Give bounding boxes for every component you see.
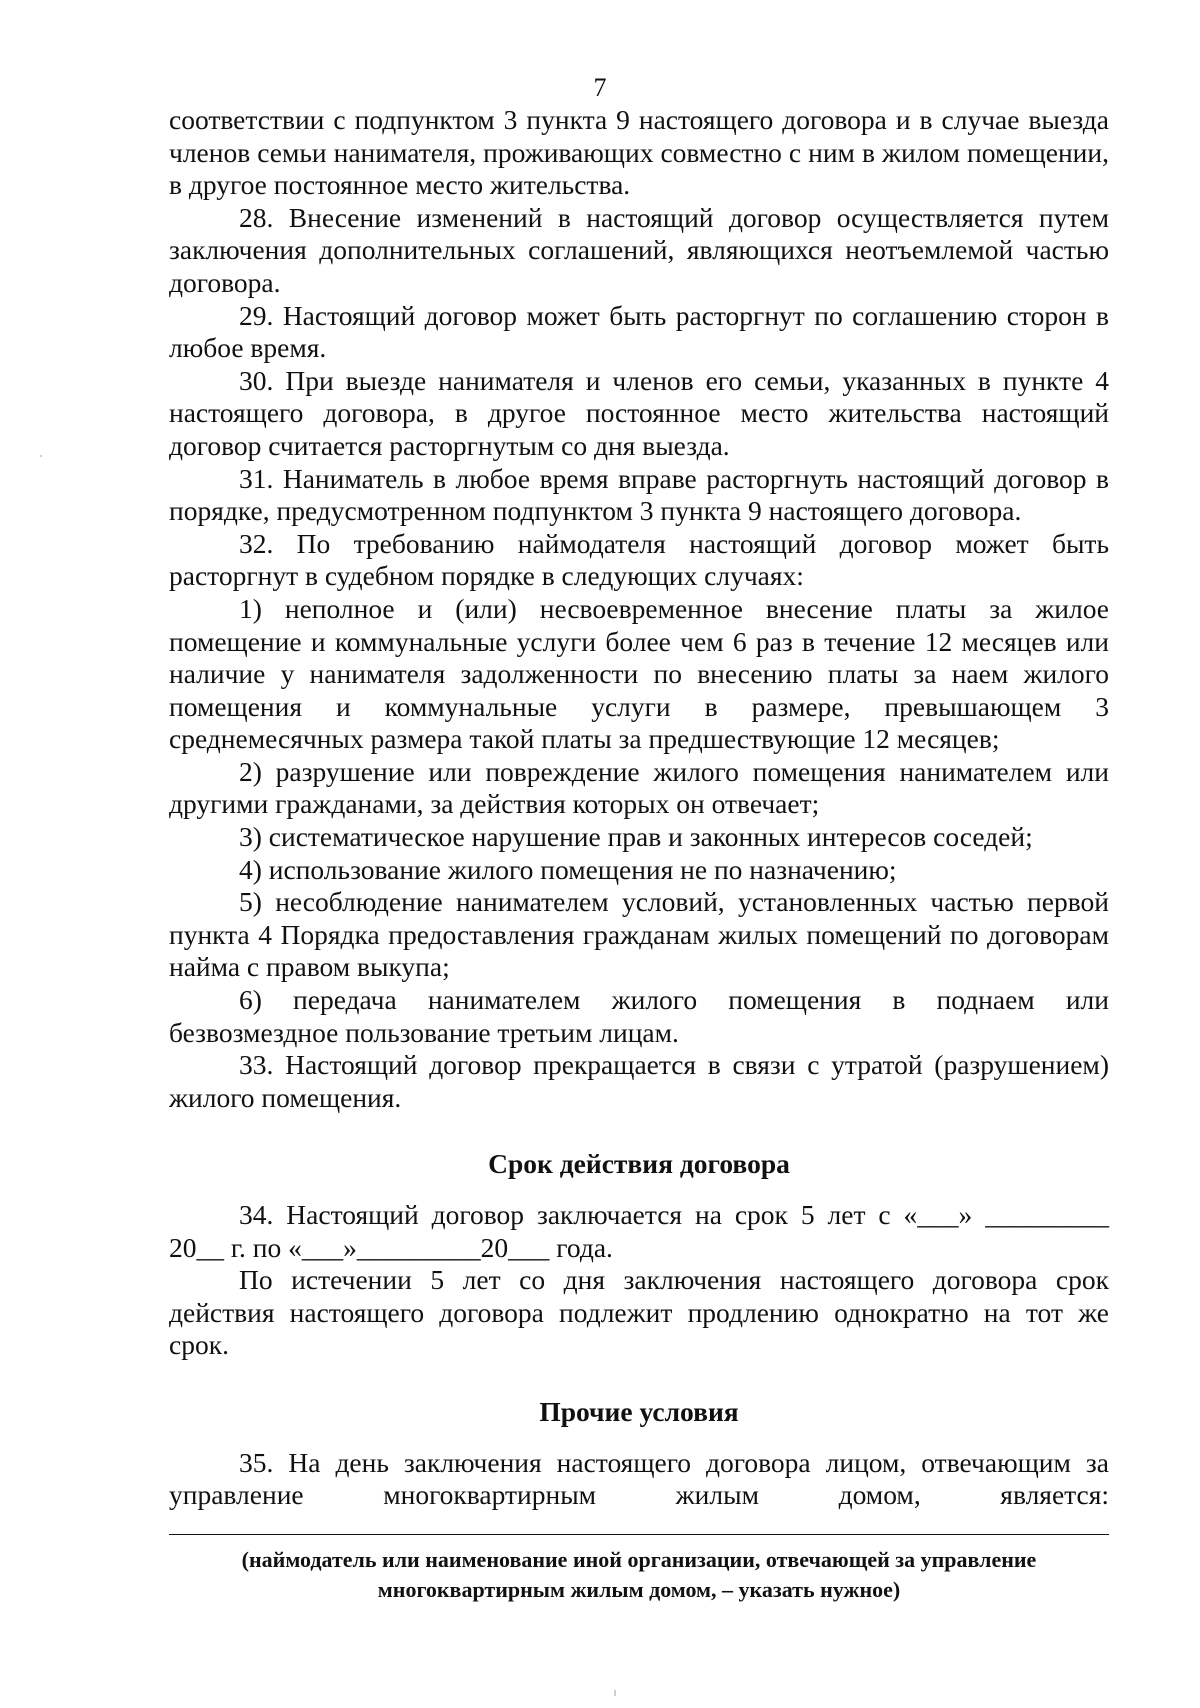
paragraph-31: 31. Наниматель в любое время вправе расторгнуть настоящий договор в порядке, предусмотренном подпунктом 3 пункта 9 настоящего договора.	[169, 462, 1109, 527]
section-heading-other: Прочие условия	[539, 1395, 739, 1427]
paragraph-34-line-2: 20__ г. по «___»_________20___ года.	[169, 1231, 613, 1263]
fill-in-caption-line-2: многоквартирным жилым домом, – указать нужное)	[377, 1576, 901, 1602]
paragraph-32-item-2: 2) разрушение или повреждение жилого помещения нанимателем или другими гражданами, за действия которых он отвечает;	[169, 755, 1109, 820]
paragraph-32-item-1: 1) неполное и (или) несвоевременное внесение платы за жилое помещение и коммунальные услуги более чем 6 раз в течение 12 месяцев или наличие у нанимателя задолженности по внесению платы за наем жилого помещения и коммунальные услуги в размере, превышающем 3 среднемесячных размера такой платы за предшествующие 12 месяцев;	[169, 592, 1109, 755]
paragraph-32-item-5: 5) несоблюдение нанимателем условий, установленных частью первой пункта 4 Порядка предоставления гражданам жилых помещений по договорам найма с правом выкупа;	[169, 886, 1109, 983]
paragraph-33: 33. Настоящий договор прекращается в связи с утратой (разрушением) жилого помещения.	[169, 1049, 1109, 1113]
paragraph-30: 30. При выезде нанимателя и членов его семьи, указанных в пункте 4 настоящего договора, в другое постоянное место жительства настоящий договор считается расторгнутым со дня выезда.	[169, 364, 1109, 461]
document-body	[169, 104, 1109, 1605]
paragraph-34-extension: По истечении 5 лет со дня заключения настоящего договора срок действия настоящего договора подлежит продлению однократно на тот же срок.	[169, 1264, 1109, 1361]
paragraph-35-line-1: 35. На день заключения настоящего договора лицом, отвечающим за	[239, 1446, 1109, 1478]
paragraph-32-item-6: 6) передача нанимателем жилого помещения в поднаем или безвозмездное пользование третьим лицам.	[169, 984, 1109, 1048]
scan-speck	[614, 1690, 616, 1696]
paragraph-32-item-4: 4) использование жилого помещения не по назначению;	[239, 853, 897, 885]
section-heading-term: Срок действия договора	[488, 1148, 790, 1180]
paragraph-32: 32. По требованию наймодателя настоящий договор может быть расторгнут в судебном порядке в следующих случаях:	[169, 527, 1109, 592]
fill-in-line	[169, 1530, 1109, 1535]
paragraph-34-line-1: 34. Настоящий договор заключается на срок 5 лет с «___» _________	[239, 1199, 1109, 1230]
scan-speck	[40, 455, 42, 457]
paragraph-29: 29. Настоящий договор может быть расторгнут по соглашению сторон в любое время.	[169, 299, 1109, 364]
paragraph-28: 28. Внесение изменений в настоящий договор осуществляется путем заключения дополнительных соглашений, являющихся неотъемлемой частью договора.	[169, 201, 1109, 298]
paragraph-continuation: соответствии с подпунктом 3 пункта 9 настоящего договора и в случае выезда членов семьи нанимателя, проживающих совместно с ним в жилом помещении, в другое постоянное место жительства.	[169, 104, 1109, 201]
paragraph-32-item-3: 3) систематическое нарушение прав и законных интересов соседей;	[239, 821, 1033, 853]
fill-in-caption-line-1: (наймодатель или наименование иной организации, отвечающей за управление	[241, 1546, 1037, 1572]
paragraph-35-line-2: управление многоквартирным жилым домом, является:	[169, 1479, 1109, 1511]
page-number: 7	[593, 73, 607, 102]
